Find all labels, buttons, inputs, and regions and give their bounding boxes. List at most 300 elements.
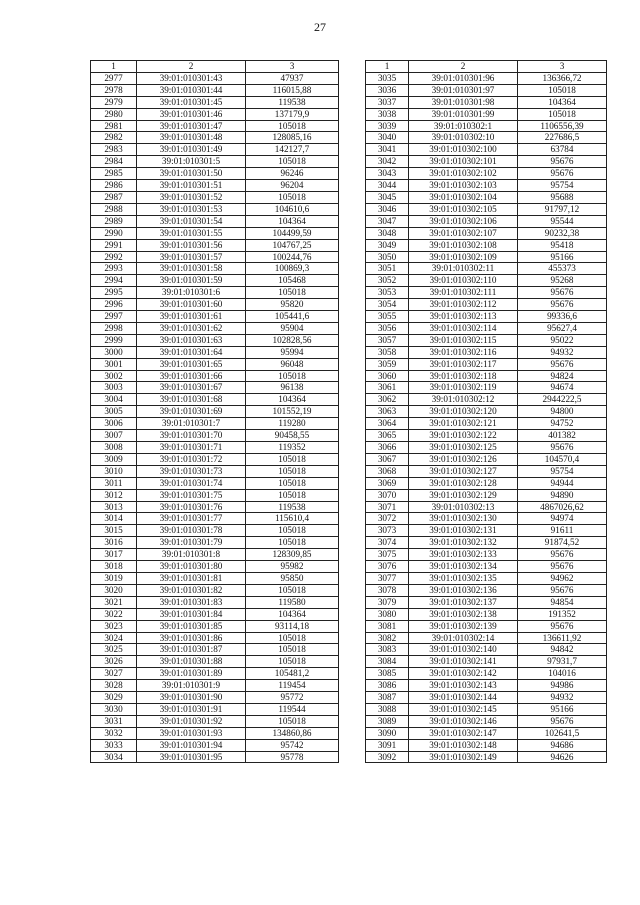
cadastral-number-cell: 39:01:010302:121 [409,418,518,430]
table-row [91,168,339,180]
table-row [366,287,607,299]
value-cell: 105481,2 [246,668,339,680]
table-row [91,334,339,346]
cadastral-number-cell: 39:01:010302:114 [409,322,518,334]
row-number-cell: 3064 [366,418,409,430]
table-row [366,513,607,525]
row-number-cell: 2999 [91,334,137,346]
value-cell: 95418 [518,239,607,251]
cadastral-number-cell: 39:01:010302:106 [409,215,518,227]
row-number-cell: 3072 [366,513,409,525]
row-number-cell: 3074 [366,537,409,549]
cadastral-number-cell: 39:01:010302:132 [409,537,518,549]
value-cell: 105468 [246,275,339,287]
column-header: 3 [518,61,607,73]
value-cell: 137179,9 [246,108,339,120]
table-row [366,156,607,168]
value-cell: 97931,7 [518,656,607,668]
table-row [366,334,607,346]
row-number-cell: 2990 [91,227,137,239]
value-cell: 401382 [518,430,607,442]
table-row [366,739,607,751]
cadastral-number-cell: 39:01:010301:61 [137,311,246,323]
value-cell: 96048 [246,358,339,370]
row-number-cell: 3066 [366,442,409,454]
table-row [366,382,607,394]
value-cell: 105018 [246,287,339,299]
table-row [91,751,339,763]
cadastral-number-cell: 39:01:010302:136 [409,584,518,596]
cadastral-number-cell: 39:01:010301:57 [137,251,246,263]
value-cell: 95676 [518,549,607,561]
cadastral-number-cell: 39:01:010302:101 [409,156,518,168]
table-row [366,501,607,513]
cadastral-number-cell: 39:01:010301:62 [137,322,246,334]
row-number-cell: 3073 [366,525,409,537]
table-row [366,442,607,454]
cadastral-number-cell: 39:01:010301:94 [137,739,246,751]
value-cell: 115610,4 [246,513,339,525]
value-cell: 47937 [246,72,339,84]
cadastral-number-cell: 39:01:010302:105 [409,203,518,215]
cadastral-number-cell: 39:01:010301:92 [137,715,246,727]
value-cell: 100869,3 [246,263,339,275]
value-cell: 94674 [518,382,607,394]
value-cell: 2944222,5 [518,394,607,406]
row-number-cell: 3049 [366,239,409,251]
cadastral-number-cell: 39:01:010301:83 [137,596,246,608]
row-number-cell: 3078 [366,584,409,596]
value-cell: 100244,76 [246,251,339,263]
table-row [366,191,607,203]
row-number-cell: 3030 [91,703,137,715]
row-number-cell: 3085 [366,668,409,680]
cadastral-number-cell: 39:01:010302:122 [409,430,518,442]
table-row [366,465,607,477]
table-row [91,251,339,263]
value-cell: 95850 [246,572,339,584]
row-number-cell: 2987 [91,191,137,203]
row-number-cell: 3029 [91,692,137,704]
table-row [91,572,339,584]
table-row [91,275,339,287]
cadastral-number-cell: 39:01:010302:146 [409,715,518,727]
row-number-cell: 2993 [91,263,137,275]
value-cell: 136611,92 [518,632,607,644]
cadastral-number-cell: 39:01:010302:102 [409,168,518,180]
row-number-cell: 3090 [366,727,409,739]
value-cell: 63784 [518,144,607,156]
value-cell: 95676 [518,299,607,311]
value-cell: 104364 [246,608,339,620]
cadastral-number-cell: 39:01:010301:93 [137,727,246,739]
value-cell: 95754 [518,180,607,192]
cadastral-number-cell: 39:01:010302:119 [409,382,518,394]
table-row [91,132,339,144]
cadastral-number-cell: 39:01:010301:96 [409,72,518,84]
table-row [366,406,607,418]
cadastral-number-cell: 39:01:010301:8 [137,549,246,561]
table-row [366,227,607,239]
cadastral-number-cell: 39:01:010301:85 [137,620,246,632]
table-row [366,108,607,120]
cadastral-number-cell: 39:01:010301:73 [137,465,246,477]
row-number-cell: 2992 [91,251,137,263]
table-row [91,108,339,120]
cadastral-number-cell: 39:01:010302:145 [409,703,518,715]
cadastral-number-cell: 39:01:010301:82 [137,584,246,596]
table-row [366,608,607,620]
cadastral-number-cell: 39:01:010301:65 [137,358,246,370]
value-cell: 119352 [246,442,339,454]
table-row [91,513,339,525]
value-cell: 90232,38 [518,227,607,239]
value-cell: 101552,19 [246,406,339,418]
table-row [91,561,339,573]
row-number-cell: 2981 [91,120,137,132]
cadastral-number-cell: 39:01:010302:126 [409,453,518,465]
value-cell: 128309,85 [246,549,339,561]
row-number-cell: 3002 [91,370,137,382]
value-cell: 94752 [518,418,607,430]
table-row [91,727,339,739]
row-number-cell: 2977 [91,72,137,84]
value-cell: 95676 [518,442,607,454]
value-cell: 119538 [246,501,339,513]
value-cell: 90458,55 [246,430,339,442]
value-cell: 1106556,39 [518,120,607,132]
cadastral-number-cell: 39:01:010302:118 [409,370,518,382]
cadastral-number-cell: 39:01:010301:84 [137,608,246,620]
value-cell: 94824 [518,370,607,382]
table-row [366,572,607,584]
table-row [91,668,339,680]
value-cell: 105018 [246,525,339,537]
value-cell: 95676 [518,156,607,168]
cadastral-number-cell: 39:01:010302:11 [409,263,518,275]
row-number-cell: 3060 [366,370,409,382]
value-cell: 104767,25 [246,239,339,251]
row-number-cell: 2989 [91,215,137,227]
column-header: 2 [137,61,246,73]
value-cell: 105018 [246,453,339,465]
table-row [366,322,607,334]
table-row [366,215,607,227]
row-number-cell: 3041 [366,144,409,156]
value-cell: 105018 [246,644,339,656]
cadastral-number-cell: 39:01:010302:109 [409,251,518,263]
page-number: 27 [314,20,326,34]
row-number-cell: 2996 [91,299,137,311]
cadastral-number-cell: 39:01:010301:71 [137,442,246,454]
row-number-cell: 3025 [91,644,137,656]
row-number-cell: 2997 [91,311,137,323]
row-number-cell: 3079 [366,596,409,608]
cadastral-number-cell: 39:01:010302:115 [409,334,518,346]
table-row [91,620,339,632]
table-row [91,394,339,406]
cadastral-number-cell: 39:01:010302:103 [409,180,518,192]
value-cell: 95688 [518,191,607,203]
value-cell: 95627,4 [518,322,607,334]
value-cell: 134860,86 [246,727,339,739]
cadastral-number-cell: 39:01:010301:80 [137,561,246,573]
cadastral-number-cell: 39:01:010302:129 [409,489,518,501]
row-number-cell: 3077 [366,572,409,584]
cadastral-number-cell: 39:01:010302:108 [409,239,518,251]
row-number-cell: 3026 [91,656,137,668]
value-cell: 94932 [518,346,607,358]
value-cell: 102828,56 [246,334,339,346]
row-number-cell: 3062 [366,394,409,406]
table-row [91,180,339,192]
cadastral-number-cell: 39:01:010301:60 [137,299,246,311]
table-row [91,418,339,430]
table-row [91,644,339,656]
cadastral-number-cell: 39:01:010301:86 [137,632,246,644]
value-cell: 95166 [518,251,607,263]
value-cell: 104364 [246,215,339,227]
table-row [91,311,339,323]
table-row [366,72,607,84]
value-cell: 105018 [246,120,339,132]
table-row [91,299,339,311]
cadastral-number-cell: 39:01:010302:139 [409,620,518,632]
column-header: 3 [246,61,339,73]
row-number-cell: 2980 [91,108,137,120]
row-number-cell: 3010 [91,465,137,477]
row-number-cell: 2983 [91,144,137,156]
table-row [91,656,339,668]
table-row [366,358,607,370]
value-cell: 105018 [246,632,339,644]
cadastral-number-cell: 39:01:010302:149 [409,751,518,763]
table-row [91,346,339,358]
row-number-cell: 3024 [91,632,137,644]
table-row [366,263,607,275]
table-row [91,715,339,727]
row-number-cell: 3055 [366,311,409,323]
row-number-cell: 3001 [91,358,137,370]
cadastral-number-cell: 39:01:010301:68 [137,394,246,406]
cadastral-number-cell: 39:01:010301:76 [137,501,246,513]
row-number-cell: 2995 [91,287,137,299]
table-row [366,370,607,382]
table-row [366,275,607,287]
table-row [91,442,339,454]
row-number-cell: 3083 [366,644,409,656]
value-cell: 91797,12 [518,203,607,215]
table-header-row [91,61,339,73]
row-number-cell: 3092 [366,751,409,763]
column-header: 2 [409,61,518,73]
table-row [366,311,607,323]
value-cell: 99336,6 [518,311,607,323]
row-number-cell: 3033 [91,739,137,751]
table-row [91,156,339,168]
table-row [91,96,339,108]
row-number-cell: 3028 [91,680,137,692]
data-table-right [365,60,607,763]
row-number-cell: 3004 [91,394,137,406]
value-cell: 95676 [518,584,607,596]
cadastral-number-cell: 39:01:010301:56 [137,239,246,251]
value-cell: 104570,4 [518,453,607,465]
row-number-cell: 3012 [91,489,137,501]
value-cell: 105018 [518,84,607,96]
row-number-cell: 2985 [91,168,137,180]
table-row [91,632,339,644]
cadastral-number-cell: 39:01:010302:112 [409,299,518,311]
value-cell: 104610,6 [246,203,339,215]
value-cell: 105441,6 [246,311,339,323]
row-number-cell: 2991 [91,239,137,251]
value-cell: 96204 [246,180,339,192]
cadastral-number-cell: 39:01:010301:91 [137,703,246,715]
value-cell: 94932 [518,692,607,704]
row-number-cell: 3053 [366,287,409,299]
table-header-row [366,61,607,73]
cadastral-number-cell: 39:01:010301:81 [137,572,246,584]
value-cell: 191352 [518,608,607,620]
table-row [91,465,339,477]
table-row [91,596,339,608]
value-cell: 105018 [246,537,339,549]
table-row [91,370,339,382]
row-number-cell: 3018 [91,561,137,573]
row-number-cell: 3040 [366,132,409,144]
cadastral-number-cell: 39:01:010301:49 [137,144,246,156]
cadastral-number-cell: 39:01:010301:98 [409,96,518,108]
table-row [366,120,607,132]
table-row [366,168,607,180]
table-row [91,144,339,156]
cadastral-number-cell: 39:01:010301:50 [137,168,246,180]
cadastral-number-cell: 39:01:010301:7 [137,418,246,430]
value-cell: 96246 [246,168,339,180]
row-number-cell: 3045 [366,191,409,203]
value-cell: 227686,5 [518,132,607,144]
cadastral-number-cell: 39:01:010302:116 [409,346,518,358]
table-row [91,322,339,334]
row-number-cell: 3059 [366,358,409,370]
row-number-cell: 3017 [91,549,137,561]
cadastral-number-cell: 39:01:010302:12 [409,394,518,406]
value-cell: 105018 [246,715,339,727]
cadastral-number-cell: 39:01:010302:1 [409,120,518,132]
cadastral-number-cell: 39:01:010302:148 [409,739,518,751]
table-row [366,620,607,632]
row-number-cell: 3009 [91,453,137,465]
table-row [366,668,607,680]
table-row [91,263,339,275]
cadastral-number-cell: 39:01:010302:131 [409,525,518,537]
cadastral-number-cell: 39:01:010301:95 [137,751,246,763]
cadastral-number-cell: 39:01:010301:54 [137,215,246,227]
value-cell: 94800 [518,406,607,418]
table-row [366,751,607,763]
value-cell: 105018 [246,370,339,382]
row-number-cell: 3063 [366,406,409,418]
cadastral-number-cell: 39:01:010302:137 [409,596,518,608]
row-number-cell: 3007 [91,430,137,442]
value-cell: 105018 [246,191,339,203]
cadastral-number-cell: 39:01:010301:51 [137,180,246,192]
cadastral-number-cell: 39:01:010302:125 [409,442,518,454]
value-cell: 119580 [246,596,339,608]
cadastral-number-cell: 39:01:010302:147 [409,727,518,739]
cadastral-number-cell: 39:01:010301:64 [137,346,246,358]
value-cell: 128085,16 [246,132,339,144]
table-row [366,584,607,596]
row-number-cell: 3080 [366,608,409,620]
cadastral-number-cell: 39:01:010301:5 [137,156,246,168]
table-row [366,453,607,465]
value-cell: 455373 [518,263,607,275]
value-cell: 119544 [246,703,339,715]
row-number-cell: 3084 [366,656,409,668]
cadastral-number-cell: 39:01:010302:134 [409,561,518,573]
table-row [91,608,339,620]
value-cell: 95994 [246,346,339,358]
row-number-cell: 3035 [366,72,409,84]
value-cell: 93114,18 [246,620,339,632]
table-row [91,501,339,513]
row-number-cell: 3008 [91,442,137,454]
table-row [91,477,339,489]
row-number-cell: 3075 [366,549,409,561]
row-number-cell: 2994 [91,275,137,287]
table-row [366,180,607,192]
row-number-cell: 3086 [366,680,409,692]
cadastral-number-cell: 39:01:010302:120 [409,406,518,418]
cadastral-number-cell: 39:01:010302:13 [409,501,518,513]
table-row [91,584,339,596]
table-row [366,418,607,430]
cadastral-number-cell: 39:01:010302:141 [409,656,518,668]
table-row [366,299,607,311]
row-number-cell: 3067 [366,453,409,465]
table-row [366,239,607,251]
value-cell: 105018 [518,108,607,120]
table-row [366,96,607,108]
cadastral-number-cell: 39:01:010302:143 [409,680,518,692]
cadastral-number-cell: 39:01:010301:53 [137,203,246,215]
value-cell: 94626 [518,751,607,763]
row-number-cell: 3058 [366,346,409,358]
table-row [91,489,339,501]
cadastral-number-cell: 39:01:010301:55 [137,227,246,239]
table-row [366,84,607,96]
table-row [366,477,607,489]
row-number-cell: 3013 [91,501,137,513]
row-number-cell: 3000 [91,346,137,358]
table-row [91,72,339,84]
row-number-cell: 3042 [366,156,409,168]
value-cell: 94986 [518,680,607,692]
cadastral-number-cell: 39:01:010301:9 [137,680,246,692]
cadastral-number-cell: 39:01:010302:100 [409,144,518,156]
cadastral-number-cell: 39:01:010302:10 [409,132,518,144]
value-cell: 95820 [246,299,339,311]
value-cell: 105018 [246,156,339,168]
value-cell: 4867026,62 [518,501,607,513]
table-row [366,132,607,144]
cadastral-number-cell: 39:01:010301:69 [137,406,246,418]
table-row [91,537,339,549]
row-number-cell: 3038 [366,108,409,120]
value-cell: 142127,7 [246,144,339,156]
